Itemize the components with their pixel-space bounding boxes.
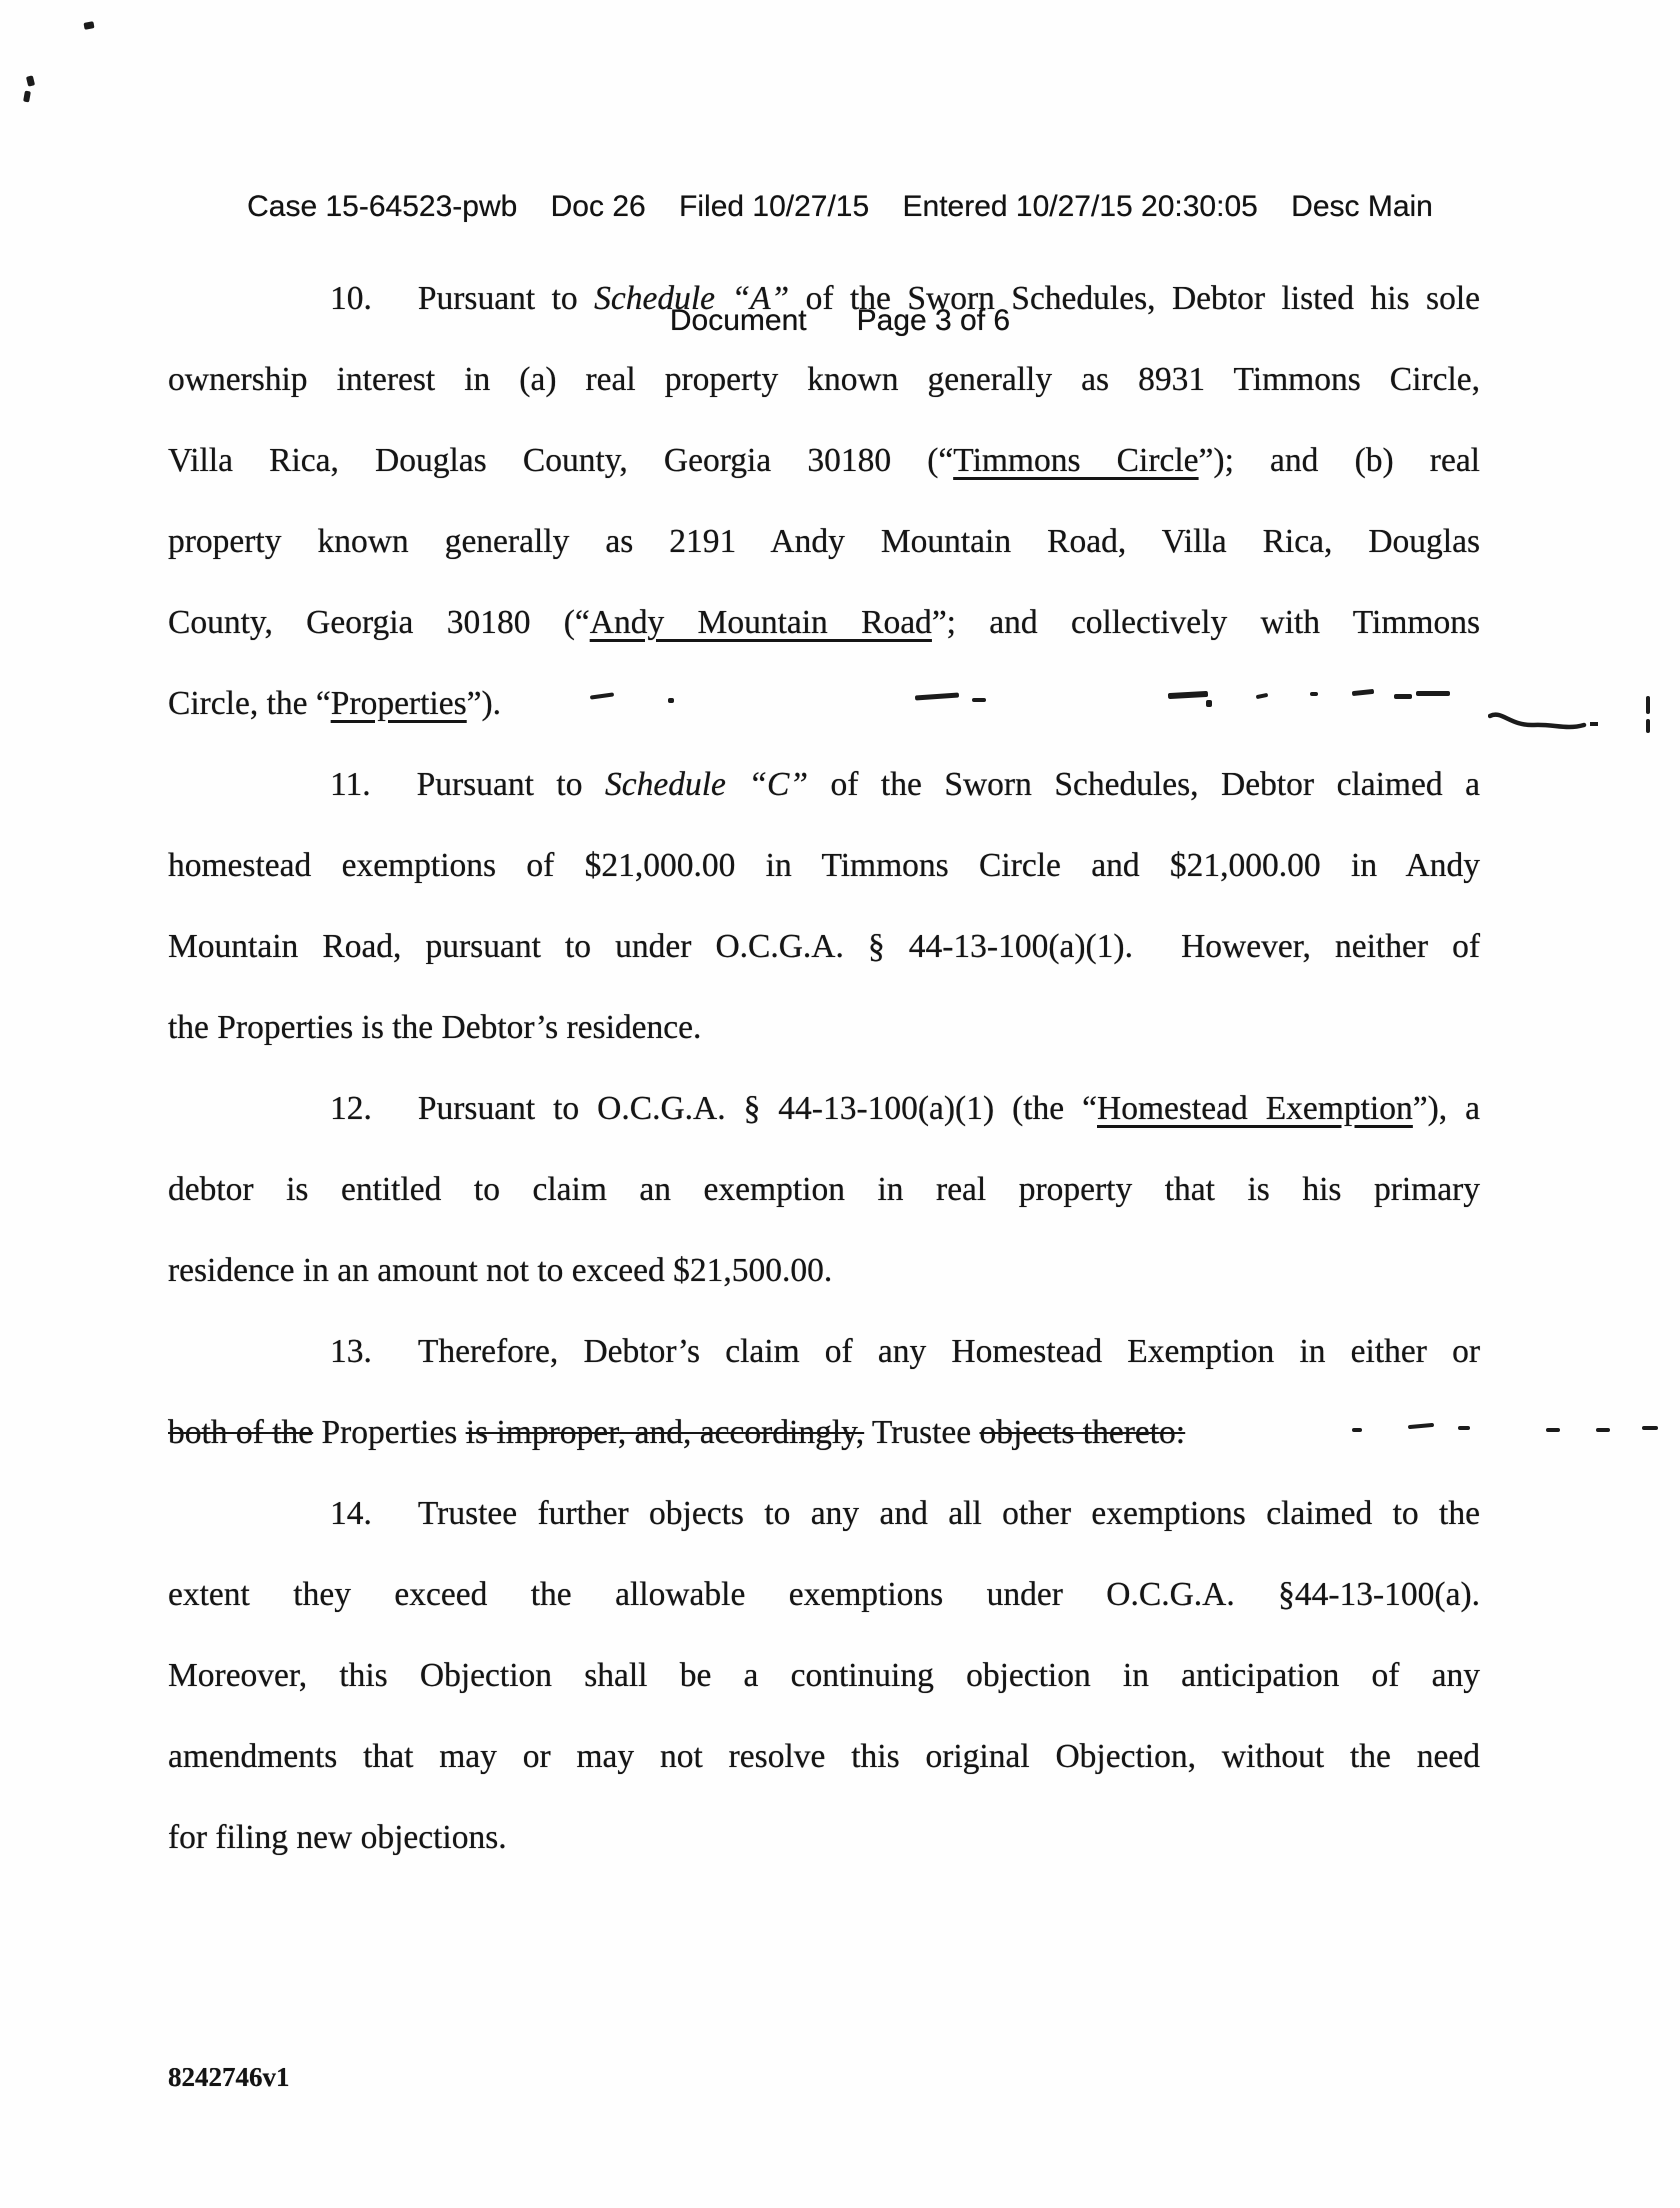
text-segment: Properties	[330, 685, 467, 722]
scan-artifact	[1596, 1428, 1610, 1432]
scan-artifact	[1642, 1426, 1658, 1430]
text-segment: debtor is entitled to claim an exemption in real property that is his primary	[168, 1171, 1480, 1208]
scan-artifact	[1416, 691, 1450, 696]
ecf-stamp-line2: Document Page 3 of 6	[669, 304, 1011, 337]
paragraph-10	[168, 258, 1480, 744]
scan-artifact	[1646, 696, 1650, 714]
ecf-stamp-line1: Case 15-64523-pwb Doc 26 Filed 10/27/15 Entered 10/27/15 20:30:05 Desc Main	[247, 190, 1433, 223]
text-segment: Trustee	[864, 1414, 980, 1451]
text-line	[168, 1635, 1480, 1716]
text-segment: Pursuant to	[417, 280, 595, 317]
text-segment: both of the	[168, 1414, 314, 1451]
text-segment: Pursuant to O.C.G.A. § 44-13-100(a)(1) (the “	[417, 1090, 1098, 1127]
text-line	[168, 258, 1480, 339]
text-line	[168, 1554, 1480, 1635]
text-line	[168, 825, 1480, 906]
text-line	[168, 1797, 1480, 1878]
text-line	[168, 339, 1480, 420]
text-line	[168, 1311, 1480, 1392]
text-line	[168, 906, 1480, 987]
paragraph-11	[168, 744, 1480, 1068]
text-segment: Villa Rica, Douglas County, Georgia 30180 (“	[168, 442, 954, 479]
text-segment: residence in an amount not to exceed $21,500.00.	[168, 1252, 833, 1289]
document-control-number: 8242746v1	[168, 2062, 290, 2092]
text-segment: Timmons Circle	[953, 442, 1199, 479]
scan-artifact	[1310, 692, 1318, 696]
text-line	[168, 420, 1480, 501]
text-line	[168, 1149, 1480, 1230]
text-segment: of the Sworn Schedules, Debtor claimed a	[808, 766, 1480, 803]
text-segment: ”); and (b) real	[1198, 442, 1480, 479]
scan-artifact	[1394, 694, 1412, 699]
scan-artifact	[1546, 1428, 1560, 1432]
text-line	[168, 663, 1480, 744]
text-line	[168, 1068, 1480, 1149]
text-line	[168, 744, 1480, 825]
text-line	[168, 582, 1480, 663]
text-line	[168, 1473, 1480, 1554]
text-line	[168, 501, 1480, 582]
text-segment: Properties	[313, 1414, 466, 1451]
text-segment: is improper, and, accordingly,	[465, 1414, 865, 1451]
text-line	[168, 1392, 1480, 1473]
scan-artifact	[26, 75, 35, 86]
scan-artifact	[23, 91, 31, 103]
scan-artifact-squiggle	[1488, 708, 1604, 736]
scan-artifact	[668, 698, 674, 703]
paragraph-number: 12.	[330, 1090, 372, 1127]
text-segment: of the Sworn Schedules, Debtor listed his sole	[789, 280, 1480, 317]
text-segment: objects thereto:	[979, 1414, 1186, 1451]
text-segment: Circle, the “	[168, 685, 331, 722]
text-segment: homestead exemptions of $21,000.00 in Timmons Circle and $21,000.00 in Andy	[168, 847, 1480, 884]
text-segment: Mountain Road, pursuant to under O.C.G.A. § 44-13-100(a)(1). However, neither of	[168, 928, 1480, 965]
text-segment: Moreover, this Objection shall be a continuing objection in anticipation of any	[168, 1657, 1480, 1694]
paragraph-number: 10.	[330, 280, 372, 317]
paragraph-14	[168, 1473, 1480, 1878]
scan-artifact	[972, 698, 986, 702]
text-segment: property known generally as 2191 Andy Mountain Road, Villa Rica, Douglas	[168, 523, 1480, 560]
text-segment: ”).	[466, 685, 502, 722]
scan-artifact	[1646, 719, 1650, 733]
scan-artifact	[1352, 1428, 1362, 1432]
scan-artifact	[1458, 1426, 1470, 1430]
text-segment: extent they exceed the allowable exemptions under O.C.G.A. §44-13-100(a).	[168, 1576, 1480, 1613]
text-line	[168, 1230, 1480, 1311]
text-segment: Trustee further objects to any and all other exemptions claimed to the	[417, 1495, 1480, 1532]
text-segment: Pursuant to	[416, 766, 605, 803]
text-segment: County, Georgia 30180 (“	[168, 604, 590, 641]
document-body	[168, 258, 1480, 1878]
text-segment: Andy Mountain Road	[589, 604, 932, 641]
scan-artifact	[1206, 700, 1212, 707]
text-segment: amendments that may or may not resolve this original Objection, without the need	[168, 1738, 1480, 1775]
paragraph-number: 11.	[330, 766, 371, 803]
scan-artifact	[83, 21, 94, 30]
text-line	[168, 1716, 1480, 1797]
text-segment: ownership interest in (a) real property known generally as 8931 Timmons Circle,	[168, 361, 1480, 398]
paragraph-12	[168, 1068, 1480, 1311]
paragraph-number: 14.	[330, 1495, 372, 1532]
text-segment: Homestead Exemption	[1097, 1090, 1413, 1127]
text-segment: Schedule “C”	[604, 766, 808, 803]
text-segment: for filing new objections.	[168, 1819, 507, 1856]
text-segment: ”; and collectively with Timmons	[931, 604, 1480, 641]
text-segment: Therefore, Debtor’s claim of any Homestead Exemption in either or	[417, 1333, 1480, 1370]
text-line	[168, 987, 1480, 1068]
paragraph-number: 13.	[330, 1333, 372, 1370]
text-segment: the Properties is the Debtor’s residence.	[168, 1009, 702, 1046]
paragraph-13	[168, 1311, 1480, 1473]
text-segment: Schedule “A”	[594, 280, 790, 317]
text-segment: ”), a	[1412, 1090, 1480, 1127]
